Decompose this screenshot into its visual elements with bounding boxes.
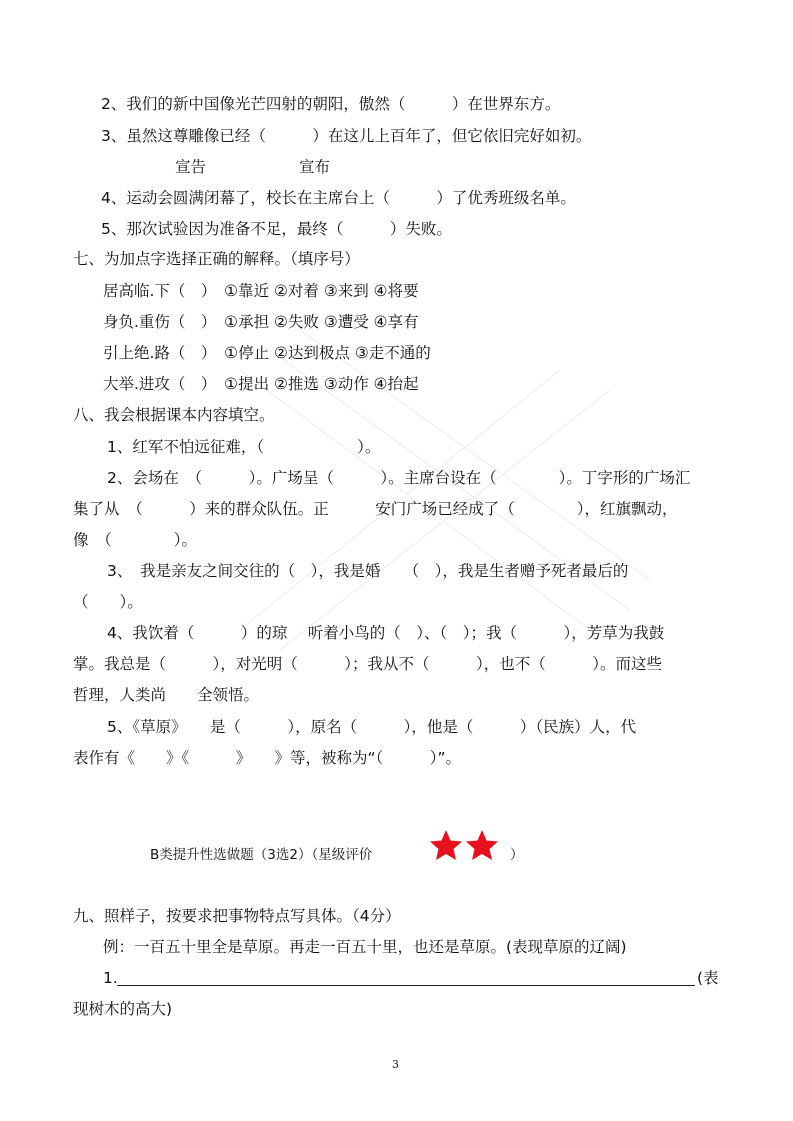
question-6-3: 3、虽然这尊雕像已经（ ）在这儿上百年了，但它依旧完好如初。 [101, 127, 592, 145]
answer-underline[interactable] [117, 985, 695, 986]
question-7-1: 居高临.下（ ） ①靠近 ②对着 ③来到 ④将要 [103, 282, 419, 300]
question-8-2-cont: 集了从 （ ）来的群众队伍。正 安门广场已经成了（ ），红旗飘动， [73, 500, 678, 518]
question-8-3-cont: （ ）。 [73, 593, 143, 611]
star-icon [466, 830, 498, 860]
question-8-2-end: 像 （ ）。 [73, 531, 198, 549]
page-number: 3 [392, 1058, 399, 1071]
question-6-5: 5、那次试验因为准备不足，最终（ ）失败。 [101, 220, 452, 238]
question-7-3: 引上绝.路（ ） ①停止 ②达到极点 ③走不通的 [103, 344, 431, 362]
section-8-heading: 八、我会根据课本内容填空。 [73, 406, 275, 424]
section-b-heading: B类提升性选做题（3选2）（星级评价 [150, 847, 373, 863]
question-8-3: 3、 我是亲友之间交往的（ ），我是婚 （ ），我是生者赠予死者最后的 [107, 562, 629, 580]
question-8-2: 2、会场在 （ ）。广场呈（ ）。主席台设在（ ）。丁字形的广场汇 [107, 469, 691, 487]
question-8-4-end: 哲理，人类尚 全领悟。 [73, 686, 260, 704]
question-9-1-number: 1. [103, 969, 118, 987]
section-9-heading: 九、照样子，按要求把事物特点写具体。（4分） [73, 907, 401, 925]
question-8-5-cont: 表作有《 》《 》 》等，被称为“（ ）”。 [73, 749, 462, 767]
section-9-example: 例：一百五十里全是草原。再走一百五十里，也还是草原。(表现草原的辽阔) [103, 938, 627, 956]
question-7-2: 身负.重伤（ ） ①承担 ②失败 ③遭受 ④享有 [103, 313, 419, 331]
word-choices: 宣告 宣布 [175, 158, 331, 176]
question-9-1-hint: (表 [697, 969, 719, 987]
question-7-4: 大举.进攻（ ） ①提出 ②推选 ③动作 ④抬起 [103, 375, 419, 393]
question-8-5: 5、《草原》 是（ ），原名（ ），他是（ ）（民族）人，代 [107, 718, 637, 736]
question-8-4: 4、我饮着（ ）的琼 听着小鸟的（ ）、（ ）；我（ ），芳草为我鼓 [107, 624, 665, 642]
star-icon [430, 830, 462, 860]
question-6-2: 2、我们的新中国像光芒四射的朝阳，傲然（ ）在世界东方。 [101, 95, 561, 113]
section-b-heading-close: ） [510, 847, 524, 863]
question-8-1: 1、红军不怕远征难，（ ）。 [107, 438, 381, 456]
star-rating-icon [426, 828, 504, 862]
question-6-4: 4、运动会圆满闭幕了，校长在主席台上（ ）了优秀班级名单。 [101, 189, 576, 207]
question-9-1-hint-cont: 现树木的高大) [73, 1000, 173, 1018]
section-7-heading: 七、为加点字选择正确的解释。（填序号） [73, 250, 360, 268]
question-8-4-cont: 掌。我总是（ ），对光明（ ）；我从不（ ），也不（ ）。而这些 [73, 655, 663, 673]
